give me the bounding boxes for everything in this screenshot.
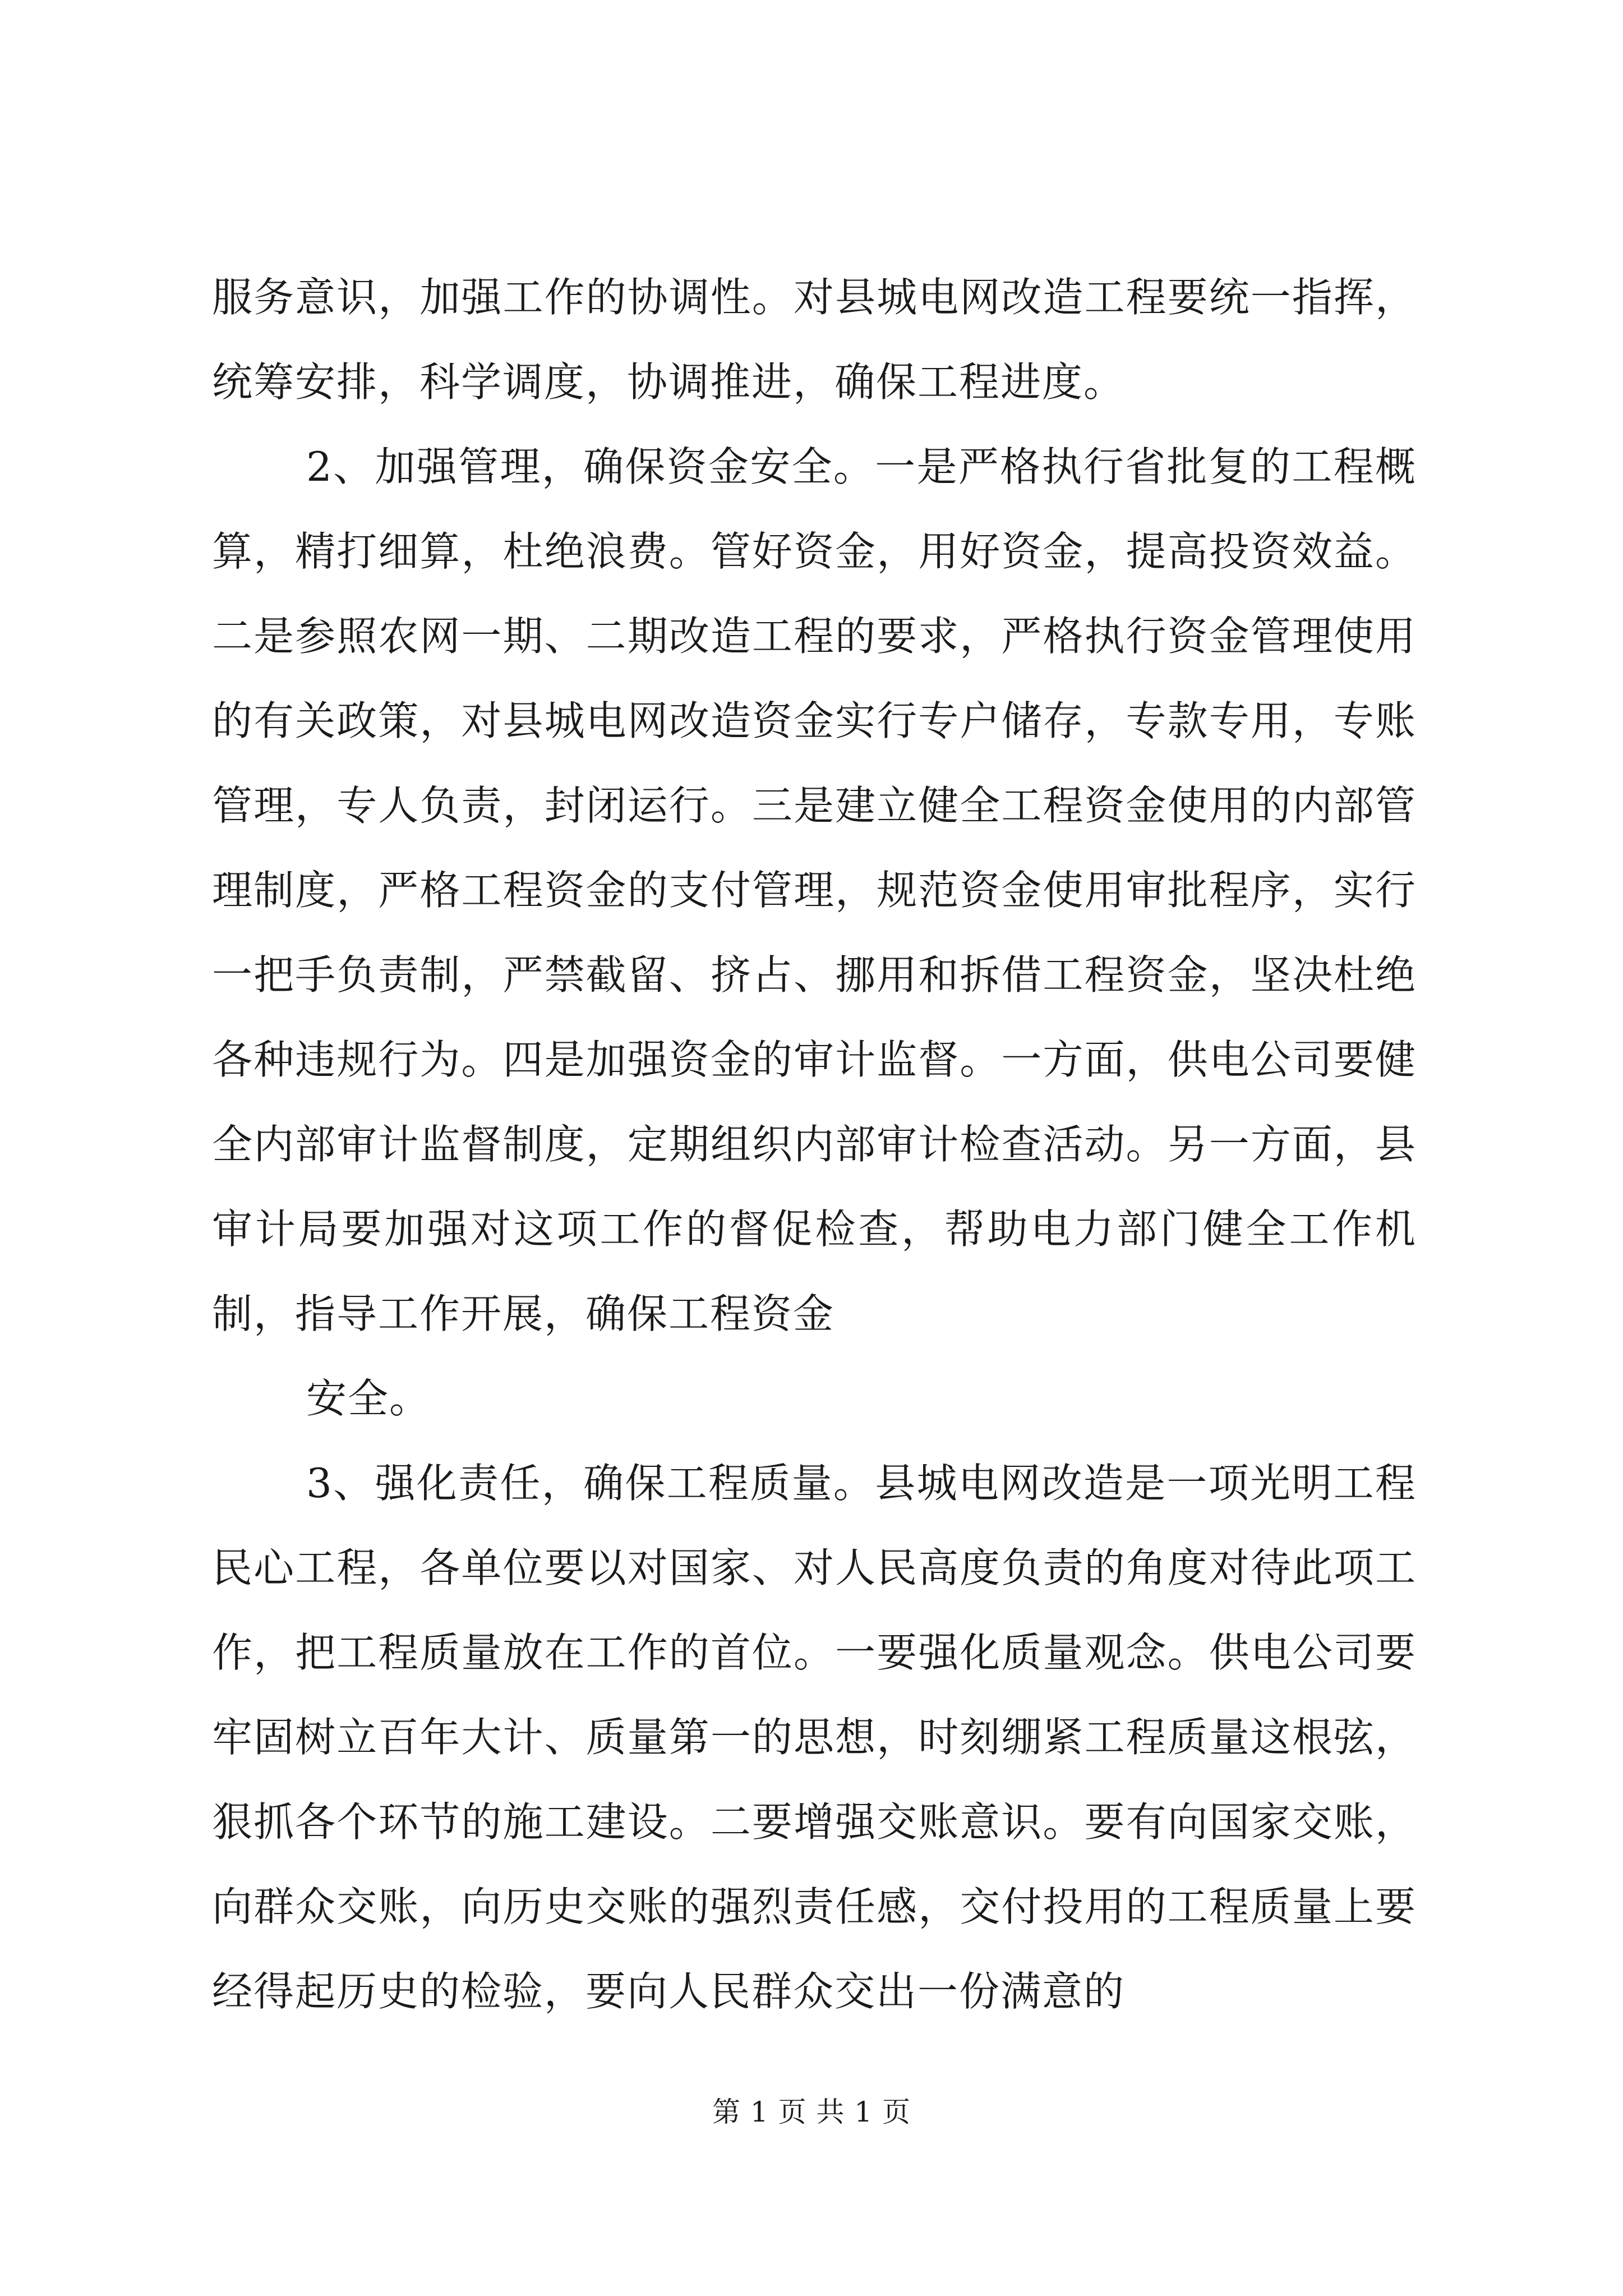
paragraph-section-2-end: 安全。 (306, 1375, 431, 1422)
page-number-footer: 第 1 页 共 1 页 (712, 2096, 911, 2128)
document-body (212, 255, 1417, 2034)
paragraph-section-2: 2、加强管理，确保资金安全。一是严格执行省批复的工程概算，精打细算，杜绝浪费。管好资金，用好资金，提高投资效益。二是参照农网一期、二期改造工程的要求，严格执行资金管理使用的有关政策，对县城电网改造资金实行专户储存，专款专用，专账管理，专人负责，封闭运行。三是建立健全工程资金使用的内部管理制度，严格工程资金的支付管理，规范资金使用审批程序，实行一把手负责制，严禁截留、挤占、挪用和拆借工程资金，坚决杜绝各种违规行为。四是加强资金的审计监督。一方面，供电公司要健全内部审计监督制度，定期组织内部审计检查活动。另一方面，县审计局要加强对这项工作的督促检查，帮助电力部门健全工作机制，指导工作开展，确保工程资金 (212, 443, 1417, 1337)
paragraph-section-3: 3、强化责任，确保工程质量。县城电网改造是一项光明工程民心工程，各单位要以对国家、对人民高度负责的角度对待此项工作，把工程质量放在工作的首位。一要强化质量观念。供电公司要牢固树立百年大计、质量第一的思想，时刻绷紧工程质量这根弦，狠抓各个环节的施工建设。二要增强交账意识。要有向国家交账，向群众交账，向历史交账的强烈责任感，交付投用的工程质量上要经得起历史的检验，要向人民群众交出一份满意的 (212, 1460, 1417, 2015)
paragraph-continuation: 服务意识，加强工作的协调性。对县城电网改造工程要统一指挥，统筹安排，科学调度，协调推进，确保工程进度。 (212, 274, 1417, 406)
